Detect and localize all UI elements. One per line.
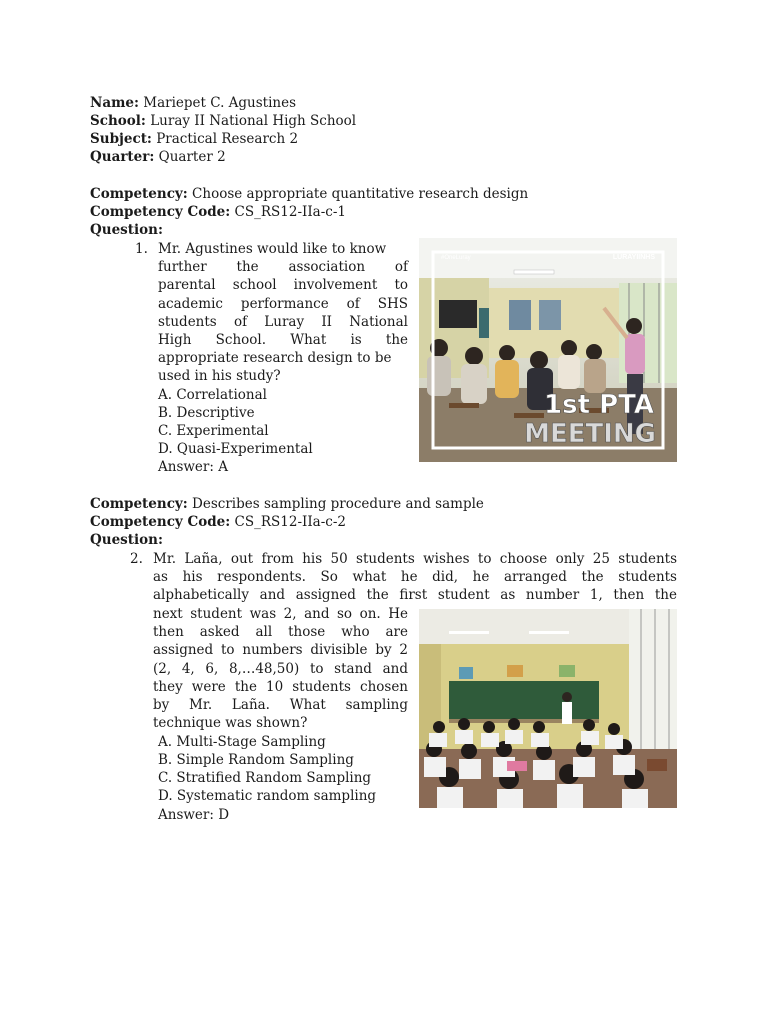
question-number-2: 2. (130, 551, 143, 567)
quarter-label: Quarter: (90, 149, 155, 165)
question-text-1 (158, 240, 408, 386)
quarter-line (90, 148, 226, 166)
option-d-1: D. Quasi-Experimental (158, 441, 313, 457)
competency-label: Competency: (90, 186, 188, 202)
option-c-1: C. Experimental (158, 423, 269, 439)
subject-line (90, 130, 298, 148)
question-line: they were the 10 students chosen (153, 678, 408, 695)
quarter-value: Quarter 2 (158, 149, 226, 165)
question-label-1: Question: (90, 222, 163, 238)
answer-1: Answer: A (158, 459, 228, 475)
question-line: as his respondents. So what he did, he arranged the students (153, 569, 677, 586)
competency-code-line-1 (90, 203, 346, 221)
competency-code: CS_RS12-IIa-c-2 (234, 514, 346, 530)
question-line: then asked all those who are (153, 624, 408, 641)
question-line: appropriate research design to be (158, 350, 392, 367)
question-line: further the association of (158, 259, 408, 276)
classroom-photo (419, 609, 677, 808)
pta-meeting-photo (419, 238, 677, 462)
school-value: Luray II National High School (150, 113, 357, 129)
question-line: alphabetically and assigned the first student as number 1, then the (153, 587, 677, 604)
competency-code: CS_RS12-IIa-c-1 (234, 204, 346, 220)
option-b-2: B. Simple Random Sampling (158, 752, 354, 768)
question-line: assigned to numbers divisible by 2 (153, 642, 408, 659)
question-line: parental school involvement to (158, 277, 408, 294)
question-line: technique was shown? (153, 715, 308, 732)
photo-overlay-line1: 1st PTA (544, 390, 654, 420)
question-line: academic performance of SHS (158, 295, 408, 312)
competency-code-label: Competency Code: (90, 514, 231, 530)
competency-text: Describes sampling procedure and sample (192, 496, 484, 512)
question-text-2-full (153, 550, 677, 605)
question-number-1: 1. (135, 241, 148, 257)
question-label-2: Question: (90, 532, 163, 548)
photo-tag-left: #OneLuray (441, 255, 471, 261)
competency-text: Choose appropriate quantitative research design (192, 186, 529, 202)
competency-line-1 (90, 185, 528, 203)
option-c-2: C. Stratified Random Sampling (158, 770, 372, 786)
question-line: students of Luray II National (158, 313, 408, 330)
competency-line-2 (90, 495, 484, 513)
school-label: School: (90, 113, 146, 129)
photo-tag-right: LURAYIINHS (612, 254, 655, 261)
name-label: Name: (90, 95, 139, 111)
name-value: Mariepet C. Agustines (143, 95, 297, 111)
photo-overlay-line2: MEETING (524, 419, 656, 449)
subject-value: Practical Research 2 (156, 131, 299, 147)
option-a-1: A. Correlational (158, 387, 267, 403)
school-line (90, 112, 356, 130)
competency-label: Competency: (90, 496, 188, 512)
question-line: High School. What is the (158, 331, 408, 348)
answer-2: Answer: D (158, 807, 230, 823)
option-b-1: B. Descriptive (158, 405, 255, 421)
option-d-2: D. Systematic random sampling (158, 788, 377, 804)
question-line: next student was 2, and so on. He (153, 606, 408, 622)
competency-code-label: Competency Code: (90, 204, 231, 220)
question-line: Mr. Laña, out from his 50 students wishes to choose only 25 students (153, 551, 677, 567)
subject-label: Subject: (90, 131, 152, 147)
question-line: used in his study? (158, 368, 281, 385)
question-line: (2, 4, 6, 8,…48,50) to stand and (153, 660, 408, 677)
question-line: by Mr. Laña. What sampling (153, 696, 408, 713)
question-line: Mr. Agustines would like to know (158, 241, 387, 257)
competency-code-line-2 (90, 513, 346, 531)
question-text-2 (153, 605, 408, 732)
name-line (90, 94, 296, 112)
option-a-2: A. Multi-Stage Sampling (158, 734, 326, 750)
